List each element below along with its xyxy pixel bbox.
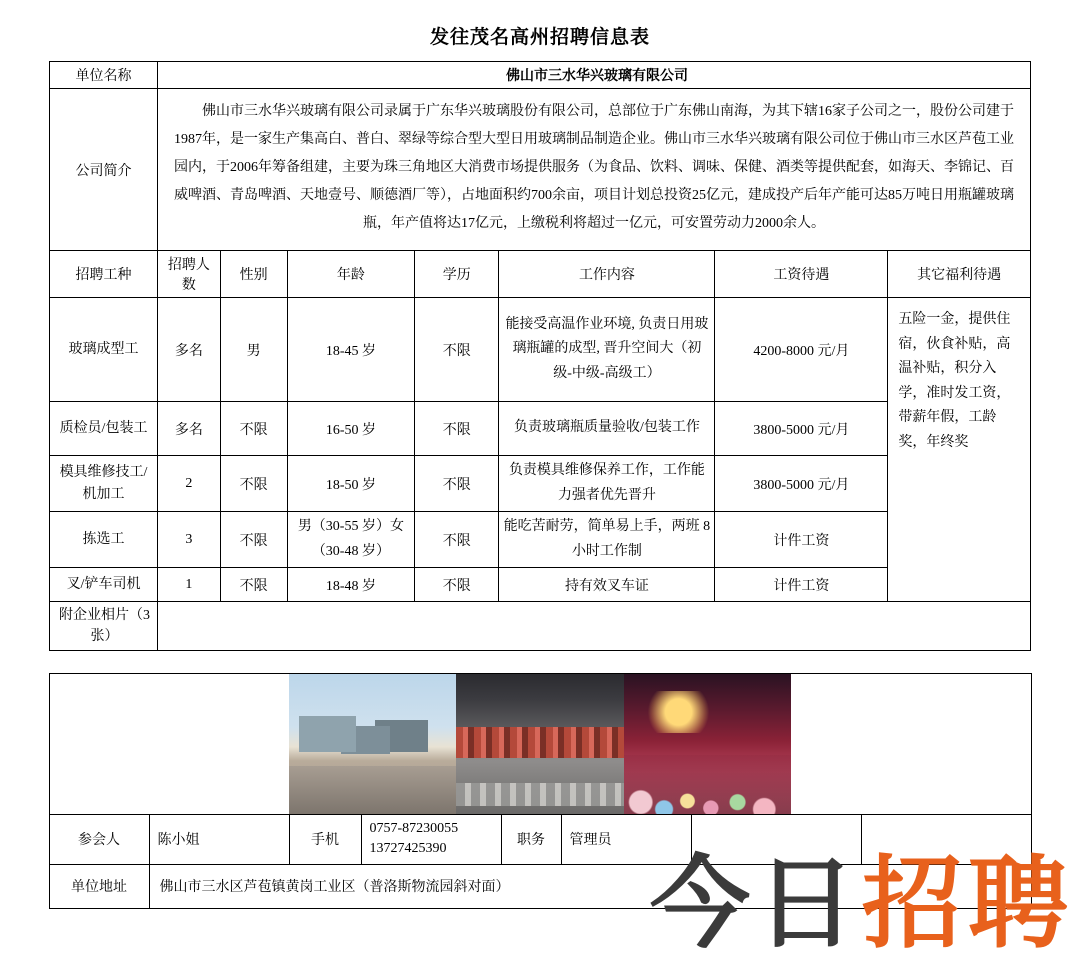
attendee-value: 陈小姐 [149, 815, 289, 865]
jobs-header-position: 招聘工种 [50, 251, 158, 298]
job-position: 质检员/包装工 [50, 402, 158, 456]
jobs-header-salary: 工资待遇 [715, 251, 888, 298]
job-age: 男（30-55 岁）女（30-48 岁） [287, 512, 414, 568]
job-salary: 4200-8000 元/月 [715, 298, 888, 402]
job-gender: 男 [220, 298, 287, 402]
watermark-text-accent: 招聘 [862, 848, 1074, 960]
photos-placeholder-cell [158, 602, 1031, 651]
job-education: 不限 [415, 512, 499, 568]
factory-exterior-photo [289, 674, 456, 814]
table-row [50, 298, 1031, 402]
attendee-label: 参会人 [49, 815, 149, 865]
job-benefits: 五险一金，提供住宿，伙食补贴，高温补贴，积分入学，准时发工资，带薪年假，工龄奖，年终奖 [888, 298, 1031, 602]
table-row [50, 402, 1031, 456]
table-row [50, 568, 1031, 602]
job-gender: 不限 [220, 456, 287, 512]
job-education: 不限 [415, 402, 499, 456]
table-row-photos-note [50, 602, 1031, 651]
job-headcount: 1 [158, 568, 221, 602]
job-duties: 能接受高温作业环境, 负责日用玻璃瓶罐的成型, 晋升空间大（初级-中级-高级工） [499, 298, 715, 402]
job-age: 18-45 岁 [287, 298, 414, 402]
jobs-header-duties: 工作内容 [499, 251, 715, 298]
job-gender: 不限 [220, 512, 287, 568]
table-row [50, 512, 1031, 568]
job-headcount: 2 [158, 456, 221, 512]
photos-row [49, 674, 1031, 815]
address-row [49, 864, 1031, 908]
job-salary: 计件工资 [715, 512, 888, 568]
jobs-header-row [50, 251, 1031, 298]
contact-row [49, 815, 1031, 865]
role-value: 管理员 [561, 815, 691, 865]
address-label: 单位地址 [49, 864, 149, 908]
company-name-value: 佛山市三水华兴玻璃有限公司 [158, 62, 1031, 89]
job-age: 16-50 岁 [287, 402, 414, 456]
address-value: 佛山市三水区芦苞镇黄岗工业区（普洛斯物流园斜对面） [149, 864, 1031, 908]
job-age: 18-50 岁 [287, 456, 414, 512]
jobs-header-benefits: 其它福利待遇 [888, 251, 1031, 298]
recruitment-table [49, 61, 1031, 651]
job-duties: 能吃苦耐劳，简单易上手，两班 8 小时工作制 [499, 512, 715, 568]
contact-spare-cell-2 [861, 815, 1031, 865]
company-intro-text: 佛山市三水华兴玻璃有限公司录属于广东华兴玻璃股份有限公司，总部位于广东佛山南海，为其下辖16家子公司之一，股份公司建于1987年，是一家生产集高白、普白、翠绿等综合型大型日用玻璃制品制造企业。佛山市三水华兴玻璃有限公司位于佛山市三水区芦苞工业园内，于2006年筹备组建，主要为珠三角地区大消费市场提供服务（为食品、饮料、调味、保健、酒类等提供配套，如海天、李锦记、百威啤酒、青岛啤酒、天地壹号、顺德酒厂等），占地面积约700余亩，项目计划总投资25亿元，建成投产后年产能可达85万吨日用瓶罐玻璃瓶，年产值将达17亿元，上缴税利将超过一亿元，可安置劳动力2000余人。 [158, 89, 1031, 251]
job-headcount: 3 [158, 512, 221, 568]
phone-line-2: 13727425390 [369, 841, 447, 857]
phone-label: 手机 [289, 815, 361, 865]
table-row-company-name [50, 62, 1031, 89]
job-education: 不限 [415, 568, 499, 602]
job-duties: 负责模具维修保养工作，工作能力强者优先晋升 [499, 456, 715, 512]
jobs-header-gender: 性别 [220, 251, 287, 298]
phone-line-1: 0757-87230055 [369, 821, 459, 836]
annual-party-photo [624, 674, 791, 814]
job-education: 不限 [415, 298, 499, 402]
production-line-photo [456, 674, 623, 814]
job-duties: 负责玻璃瓶质量验收/包装工作 [499, 402, 715, 456]
photos-label: 附企业相片（3张） [50, 602, 158, 651]
jobs-header-education: 学历 [415, 251, 499, 298]
contact-spare-cell-1 [691, 815, 861, 865]
watermark-text-dark: 今日 [650, 848, 862, 960]
photos-cell [49, 674, 1031, 815]
company-intro-label: 公司简介 [50, 89, 158, 251]
photos-and-contact-table [49, 673, 1032, 909]
job-position: 拣选工 [50, 512, 158, 568]
job-position: 玻璃成型工 [50, 298, 158, 402]
job-age: 18-48 岁 [287, 568, 414, 602]
job-salary: 3800-5000 元/月 [715, 456, 888, 512]
job-salary: 计件工资 [715, 568, 888, 602]
table-row-company-intro [50, 89, 1031, 251]
page-title: 发往茂名高州招聘信息表 [429, 27, 650, 48]
job-gender: 不限 [220, 568, 287, 602]
job-position: 叉/铲车司机 [50, 568, 158, 602]
job-headcount: 多名 [158, 298, 221, 402]
job-headcount: 多名 [158, 402, 221, 456]
job-gender: 不限 [220, 402, 287, 456]
jobs-header-age: 年龄 [287, 251, 414, 298]
job-position: 模具维修技工/机加工 [50, 456, 158, 512]
role-label: 职务 [501, 815, 561, 865]
job-duties: 持有效叉车证 [499, 568, 715, 602]
job-salary: 3800-5000 元/月 [715, 402, 888, 456]
jobs-header-headcount: 招聘人数 [158, 251, 221, 298]
job-education: 不限 [415, 456, 499, 512]
phone-value [361, 815, 501, 865]
company-name-label: 单位名称 [50, 62, 158, 89]
table-row [50, 456, 1031, 512]
